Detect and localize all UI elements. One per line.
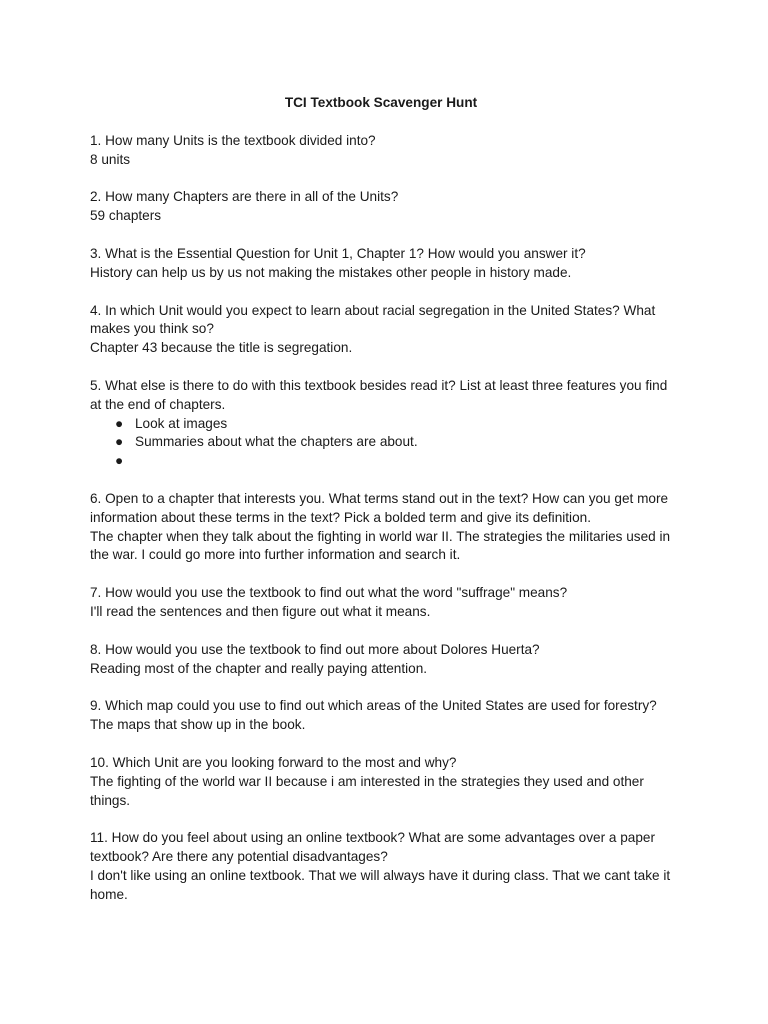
question-text: 6. Open to a chapter that interests you. What terms stand out in the text? How can you get more information about these terms in the text? Pick a bolded term and give its definition.: [90, 490, 669, 525]
answer-text: 8 units: [90, 151, 131, 167]
question-text: 4. In which Unit would you expect to learn about racial segregation in the United States? What makes you think so?: [90, 302, 656, 337]
question-text: 5. What else is there to do with this textbook besides read it? List at least three features you find at the end of chapters.: [90, 377, 668, 412]
question-block-3: [90, 245, 680, 283]
answer-text: The fighting of the world war II because i am interested in the strategies they used and other things.: [90, 773, 644, 808]
list-item: [115, 433, 680, 452]
list-item-text: Look at images: [135, 415, 228, 431]
question-text: 10. Which Unit are you looking forward to the most and why?: [90, 754, 457, 770]
answer-text: Chapter 43 because the title is segregation.: [90, 340, 353, 356]
bullet-icon: ●: [115, 434, 124, 450]
bullet-icon: ●: [115, 415, 124, 431]
question-block-4: [90, 302, 680, 358]
question-block-2: [90, 188, 680, 226]
question-block-10: [90, 754, 680, 810]
answer-text: History can help us by us not making the mistakes other people in history made.: [90, 264, 572, 280]
question-text: 7. How would you use the textbook to find out what the word "suffrage" means?: [90, 585, 568, 601]
question-text: 3. What is the Essential Question for Unit 1, Chapter 1? How would you answer it?: [90, 245, 586, 261]
feature-list: [90, 415, 680, 471]
answer-text: The maps that show up in the book.: [90, 717, 306, 733]
question-block-7: [90, 584, 680, 622]
question-text: 2. How many Chapters are there in all of the Units?: [90, 189, 399, 205]
question-text: 1. How many Units is the textbook divided into?: [90, 132, 376, 148]
answer-text: Reading most of the chapter and really paying attention.: [90, 660, 428, 676]
bullet-icon: ●: [115, 453, 124, 469]
answer-text: 59 chapters: [90, 208, 162, 224]
question-block-5: [90, 377, 680, 471]
list-item: [115, 415, 680, 434]
question-block-9: [90, 697, 680, 735]
question-block-11: [90, 829, 680, 904]
question-block-1: [90, 132, 680, 170]
question-block-6: [90, 490, 680, 565]
answer-text: I'll read the sentences and then figure out what it means.: [90, 603, 431, 619]
answer-text: I don't like using an online textbook. That we will always have it during class. That we cant take it home.: [90, 867, 671, 902]
question-text: 11. How do you feel about using an online textbook? What are some advantages over a paper textbook? Are there any potential disadvantages?: [90, 830, 656, 865]
list-item-text: Summaries about what the chapters are about.: [135, 434, 418, 450]
question-block-8: [90, 641, 680, 679]
document-page: [90, 94, 680, 924]
question-text: 9. Which map could you use to find out which areas of the United States are used for forestry?: [90, 698, 657, 714]
question-text: 8. How would you use the textbook to find out more about Dolores Huerta?: [90, 641, 540, 657]
answer-text: The chapter when they talk about the fighting in world war II. The strategies the militaries used in the war. I could go more into further information and search it.: [90, 528, 671, 563]
list-item: [115, 452, 680, 471]
page-title: TCI Textbook Scavenger Hunt: [284, 95, 478, 110]
